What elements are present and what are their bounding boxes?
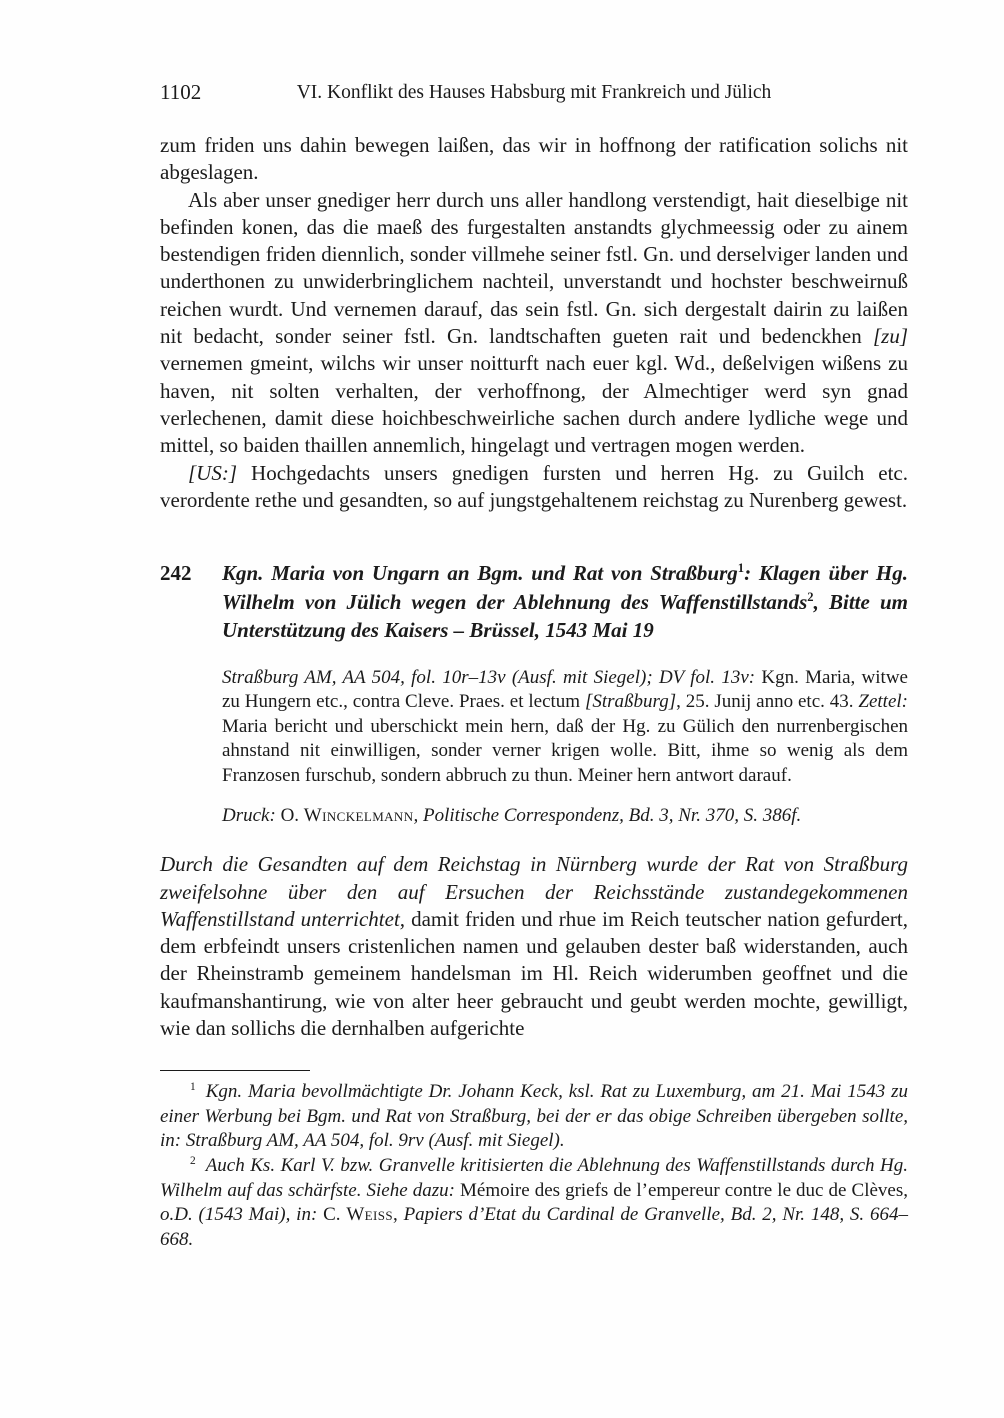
footnote-marker: 1 — [190, 1080, 196, 1093]
work-citation: , Politische Correspondenz, Bd. 3, Nr. 370, S. 386f. — [413, 804, 802, 826]
entry-title-text: , Bitte um Unterstützung des Kaisers – Brüssel, 1543 Mai 19 — [222, 589, 908, 643]
print-reference — [222, 804, 908, 829]
page-number: 1102 — [160, 80, 202, 104]
page-body — [160, 132, 908, 1252]
footnote-separator-rule — [160, 1070, 310, 1071]
page-header — [160, 80, 908, 110]
body-paragraph-2 — [160, 187, 908, 460]
author-name: Winckelmann — [303, 804, 414, 826]
footnote-text: Kgn. Maria bevollmächtigte Dr. Johann Keck, ksl. Rat zu Luxemburg, am 21. Mai 1543 zu einer Werbung bei Bgm. und Rat von Straßburg, bei der er das obige Schreiben übergeben sollte, in: Straßburg AM, AA 504, fol. 9rv (Ausf. mit Siegel). — [160, 1081, 908, 1152]
author-initial: O. — [275, 804, 304, 826]
author-name: Weiss — [346, 1204, 393, 1226]
footnote-text: o.D. (1543 Mai), in: — [160, 1204, 318, 1226]
editorial-commentary — [160, 851, 908, 1042]
commentary-quote: damit friden und rhue im Reich teutscher nation gefurdert, dem erbfeindt unsers cristenlichen namen und gelauben dester baß widerstanden, auch der Rheinstramb gemeinem handelsman im Hl. Reich widerumben geoffnet und die kaufmanshantirung, wie von alter heer gebraucht und geubt werden mochte, gewilligt, wie dan sollichs die dernhalben aufgerichte — [160, 906, 908, 1040]
zettel-label: Zettel: — [858, 691, 908, 713]
footnote-1 — [160, 1080, 908, 1154]
footnote-reference-1: 1 — [737, 561, 745, 576]
druck-label: Druck: — [222, 804, 276, 826]
source-citation: Straßburg AM, AA 504, fol. 10r–13v (Ausf. mit Siegel); DV fol. 13v: — [222, 666, 756, 688]
editorial-insertion: [zu] — [872, 324, 908, 349]
footnote-text: Auch Ks. Karl V. bzw. Granvelle kritisierten die Ablehnung des Waffenstillstands durch Hg. Wilhelm auf das schärfste. Siehe dazu: — [160, 1155, 908, 1201]
entry-title-text: : Klagen über Hg. Wilhelm von Jülich wegen der Ablehnung des Waffenstillstands — [222, 561, 908, 614]
footnote-reference-2: 2 — [807, 589, 814, 604]
running-header: VI. Konflikt des Hauses Habsburg mit Frankreich und Jülich — [296, 82, 772, 103]
editorial-marker-us: [US:] — [188, 460, 238, 485]
footnote-text: Mémoire des griefs de l’empereur contre le duc de Clèves, — [454, 1179, 908, 1201]
paragraph-text: vernemen gmeint, wilchs wir unser noitturft nach euer kgl. Wd., deßelvigen wißens zu haven, nit solten verhalten, der verhoffnong, der Almechtiger werd syn gnad verlechenen, damit diese hoichbeschweirliche sachen durch andere lydliche wege und mittel, so baiden thaillen annemlich, hingelagt und vertragen mogen werden. — [160, 351, 908, 458]
entry-title — [222, 559, 908, 645]
footnote-text: Papiers d’Etat du Cardinal de Granvelle, Bd. 2, Nr. 148, S. 664–668. — [160, 1204, 908, 1250]
footnote-2 — [160, 1154, 908, 1252]
paragraph-text: Hochgedachts unsers gnedigen fursten und herren Hg. zu Guilch etc. verordente rethe und gesandten, so auf jungstgehaltenem reichstag zu Nurenberg gewest. — [160, 460, 908, 512]
entry-number: 242 — [160, 561, 192, 586]
source-text: , 25. Junij anno etc. 43. — [676, 691, 859, 713]
source-text: Maria bericht und uberschickt mein hern, daß der Hg. zu Gülich den nurrenbergischen ahnstand nit einwilligen, sonder verner krigen wolle. Bitt, ihme so wenig als dem Franzosen furschub, sondern abbruch zu thun. Meiner hern antwort darauf. — [222, 715, 908, 787]
footnote-text: , — [393, 1204, 404, 1226]
footnote-marker: 2 — [190, 1154, 196, 1167]
source-text: Kgn. Maria, witwe zu Hungern etc., contra Cleve. Praes. et lectum — [222, 666, 908, 713]
commentary-italic: Durch die Gesandten auf dem Reichstag in Nürnberg wurde der Rat von Straßburg zweifelsohne über den auf Ersuchen der Reichsstände zustandegekommenen Waffenstillstand unterrichtet, — [160, 852, 908, 931]
editorial-insertion: [Straßburg] — [584, 691, 677, 713]
paragraph-text: zum friden uns dahin bewegen laißen, das wir in hoffnong der ratification solichs nit abgeslagen. — [160, 133, 908, 185]
archival-source-note — [222, 666, 908, 789]
body-paragraph-1 — [160, 132, 908, 187]
body-paragraph-3 — [160, 460, 908, 515]
document-entry-242 — [160, 559, 908, 645]
footnote-text: C. — [317, 1204, 347, 1226]
paragraph-text: Als aber unser gnediger herr durch uns aller handlong verstendigt, hait dieselbige nit befinden konen, das die maeß des furgestalten anstandts glychmeessig oder zu ainem bestendigen friden diennlich, sonder villmehe seiner fstl. Gn. und derselviger landen und underthonen zu unwiderbringlichem nachteil, unverstandt und hochster beschweirnuß reichen wurdt. Und vernemen darauf, das sein fstl. Gn. sich dergestalt dairin zu laißen nit bedacht, sonder seiner fstl. Gn. landtschaften gueten rait und bedenckhen — [160, 187, 908, 349]
entry-title-text: Kgn. Maria von Ungarn an Bgm. und Rat von Straßburg — [222, 561, 738, 586]
